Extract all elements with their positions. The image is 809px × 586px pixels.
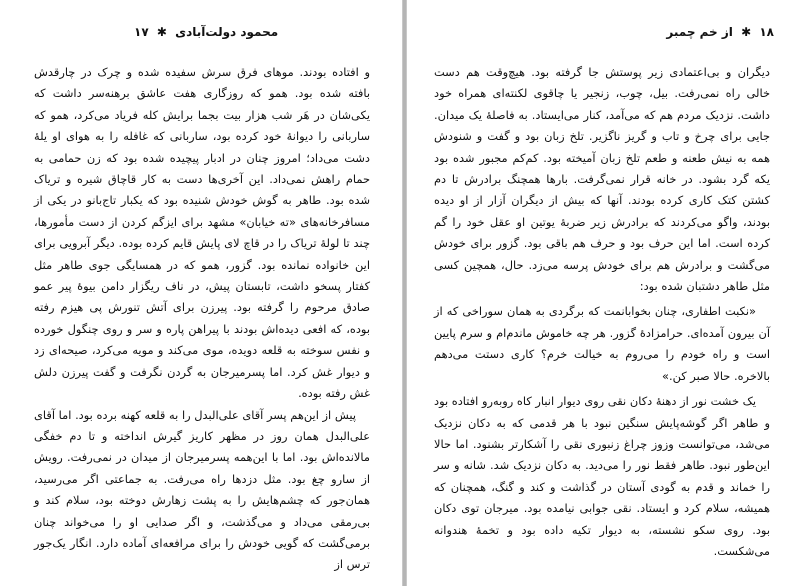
paragraph: دیگران و بی‌اعتمادی زیر پوستش جا گرفته بود. هیچ‌وقت هم دست خالی راه نمی‌رفت. بیل، چوب، زنجیر یا چاقوی لکنته‌ای همراه خود داشت. نزدیک مردم هم که می‌آمد، کنار می‌ایستاد. به فاصلهٔ یک میدان. جایی برای چرخ و تاب و گریز ناگزیر. تلخ زبان بود و گفت و شنودش همه به نیش طعنه و طعم تلخ زبان آمیخته بود. کم‌کم مجبور شده بود یکه گرد بشود. در خانه قرار نمی‌گرفت. بارها همچنگ برادرش تا دم کشتن کتک کاری کرده بودند. آنها که بیش از دیگران آزار از او دیده بودند، واگو می‌کردند که برادرش زیر ضربهٔ یوتین او عقل خود را گم کرده است. اما این حرف بود و حرف هم باقی بود. گزور برای خودش می‌گشت و برادرش هم برای خودش پرسه می‌زد. حال، همچین کسی مثل طاهر دشتبان شده بود:: [434, 65, 770, 294]
right-page-number: ۱۸: [759, 25, 774, 39]
left-page-body: [34, 62, 370, 576]
right-page-header: [666, 22, 774, 42]
left-page-author: محمود دولت‌آبادی: [175, 25, 279, 39]
book-title: از خم چمبر: [666, 25, 733, 39]
left-page: [0, 0, 403, 586]
paragraph: یک خشت نور از دهنهٔ دکان نقی روی دیوار انبار کاه روبه‌رو افتاده بود و طاهر اگر گوشه‌پایش سنگین نبود با هر قدمی که به دکان نزدیک می‌شد، می‌توانست وزوز چراغ زنبوری نقی را آشکارتر بشنود. اما حالا این‌طور نبود. طاهر فقط نور را می‌دید. به دکان نزدیک شد. شانه و سر را خماند و قدم به گودی آستان در گذاشت و کند و گنگ، همچنان که همیشه، سلام کرد و ایستاد. نقی جوابی نیامده بود. میرجان توی دکان بود. روی سکو نشسته، به دیوار تکیه داده بود و تخمهٔ هندوانه می‌شکست.: [434, 394, 770, 558]
left-page-number: ۱۷: [134, 25, 149, 39]
right-page: [406, 0, 809, 586]
star-icon: ✱: [741, 25, 752, 39]
left-page-header: [134, 22, 278, 42]
right-page-body: [434, 62, 770, 562]
paragraph: پیش از این‌هم پسر آقای علی‌البدل را به قلعه کهنه برده بود. اما آقای علی‌البدل همان روز در مظهر کاریز گیرش انداخته و تا دم خفگی مالانده‌اش بود. اما با این‌همه پسرمیرجان از میدان در نمی‌رفت. رویش از سارو چغ بود. مثل دزدها راه می‌رفت. به جماعتی اگر می‌رسید، همان‌جور که چشم‌هایش را به پشت زهارش دوخته بود، سلام کند و بی‌رمقی می‌داد و می‌گذشت، و اگر صدایی او را می‌خواند چنان برمی‌گشت که گویی خودش را برای مرافعه‌ای آماده دارد. انگار یک‌جور ترس از: [34, 407, 370, 572]
star-icon: ✱: [156, 25, 167, 39]
paragraph: «نکبت اطفاری، چنان بخوابانمت که برگردی به همان سوراخی که از آن بیرون آمده‌ای. حرامزادهٔ گزور. هر چه خاموش ماندم‌ام و سرم پایین است و راه خودم را می‌روم به خیالت خرم؟ کاری دستت می‌دهم بالاخره. حالا صبر کن.»: [434, 304, 770, 383]
paragraph: و افتاده بودند. موهای فرق سرش سفیده شده و چرک در چارقدش بافته شده بود. همو که روزگاری هفت عاشق برهنه‌سر داشت که یکی‌شان در هَر شب هزار بیت بجما برایش کله فریاد می‌کرد، همو که ساربانی را دیوانهٔ خود کرده بود، ساربانی که غافله را به هوای او یلهٔ دشت می‌داد؛ امروز چنان در ادبار پیچیده شده بود که زن حمامی به حمام راهش نمی‌داد. این آخری‌ها دست به کار قاچاق شیره و تریاک شده بود. طاهر به گوش خودش شنیده بود که یکبار تاج‌بانو در یکی از مسافرخانه‌های «ته خیابان» مشهد برای ایزگم کردن از دست مأمورها، چند تا لولهٔ تریاک را در قاچ لای پایش قایم کرده بوده. دیگر آبرویی برای این خانواده نمانده بود. گزور، همو که در همسایگی جوی طاهر مثل کفتار پسخو داشت، تابستان پیش، در ناف ریگزار دامن بیوهٔ پیر عمو صادق مرحوم را گرفته بود. پیرزن برای آتش تنورش پی هیزم رفته بوده، که افعی دیده‌اش بودند با پیراهن پاره و سر و روی چنگول خورده و نفس سوخته به قلعه دویده، موی می‌کند و مویه می‌کرد، صیحه‌ای زد و دیوار غش کرد. اما پسرمیرجان به گردن نگرفت و گفت پیرزن دلش غش رفته بوده.: [34, 65, 370, 401]
